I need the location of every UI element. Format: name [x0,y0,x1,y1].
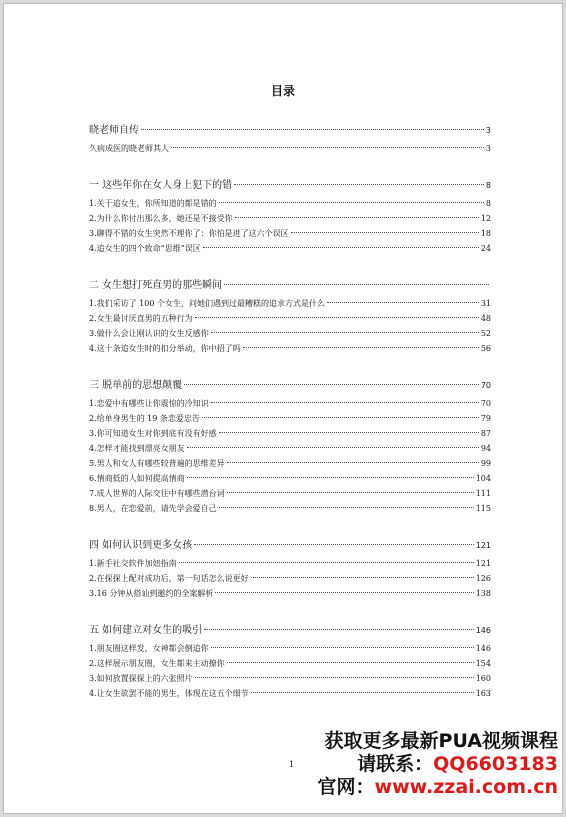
leader-dots [224,284,489,285]
toc-item-page: 94 [480,444,491,453]
toc-item [89,243,491,258]
leader-dots [291,232,479,233]
toc-section [89,376,491,518]
toc-item-label: 1.我们采访了 100 个女生，问她们遇到过最糟糕的追求方式是什么 [89,299,325,308]
toc-item-page: 56 [480,344,491,353]
toc-item [89,328,491,343]
section-heading-label: 二 女生想打死直男的那些瞬间 [89,280,223,291]
watermark [318,730,558,800]
section-heading-label: 晓老师自传 [89,125,139,136]
watermark-contact-value: QQ6603183 [433,753,558,776]
toc-item-label: 2.这样展示朋友圈，女生都来主动撩你 [89,659,225,668]
section-heading-page: 8 [485,181,491,190]
toc-item-label: 3.做什么会让刚认识的女生反感你 [89,329,209,338]
toc-item-page: 48 [480,314,491,323]
toc-item-label: 1.新手社交软件加妞指南 [89,559,177,568]
leader-dots [171,147,484,148]
toc-item-label: 3.16 分钟从搭讪到邀约的全案解析 [89,589,214,598]
section-heading [89,621,491,637]
toc-item-page: 79 [480,414,491,423]
leader-dots [187,477,474,478]
toc-item [89,643,491,658]
toc-item [89,473,491,488]
section-heading-page: 3 [485,126,491,135]
section-heading-label: 五 如何建立对女生的吸引 [89,625,203,636]
toc-item-label: 1.恋爱中有哪些让你震惊的冷知识 [89,399,209,408]
leader-dots [211,402,479,403]
leader-dots [184,384,479,385]
toc-item-label: 3.你可知道女生对你到底有没有好感 [89,429,217,438]
page-number: 1 [289,760,295,769]
toc-item-page: 87 [480,429,491,438]
toc-item [89,673,491,688]
toc-item [89,588,491,603]
toc-item [89,198,491,213]
section-heading [89,176,491,192]
toc-item-page: 154 [475,659,491,668]
watermark-site-label: 官网： [317,776,375,799]
toc-item-page: 12 [480,214,491,223]
toc-item-label: 2.在探探上配对成功后，第一句话怎么说更好 [89,574,249,583]
toc-item-page: 115 [475,504,491,513]
toc-item-label: 8.男人，在恋爱前，请先学会爱自己 [89,504,217,513]
toc-item-page: 163 [475,689,491,698]
leader-dots [195,677,474,678]
leader-dots [235,217,479,218]
toc-item-page: 8 [485,199,491,208]
leader-dots [211,332,479,333]
toc-item [89,213,491,228]
toc-item [89,573,491,588]
toc-item-label: 7.成人世界的人际交往中有哪些潜台词 [89,489,225,498]
toc-section [89,176,491,258]
toc-item-label: 2.给单身男生的 19 条恋爱忠告 [89,414,200,423]
toc-item-label: 久病成医的晓老师其人 [89,144,169,153]
section-heading-label: 三 脱单前的思想颠覆 [89,380,183,391]
section-heading-label: 四 如何认识到更多女孩 [89,540,193,551]
toc-item-page: 70 [480,399,491,408]
section-heading [89,276,491,292]
toc-item [89,558,491,573]
leader-dots [219,507,474,508]
watermark-contact-label: 请联系： [357,753,434,776]
toc-item-label: 3.聊得不错的女生突然不理你了：你怕是进了这六个误区 [89,229,289,238]
toc-item [89,503,491,518]
toc-title: 目录 [270,84,295,98]
toc-item-page: 18 [480,229,491,238]
toc-item [89,228,491,243]
toc-item-page: 31 [480,299,491,308]
toc-item [89,443,491,458]
leader-dots [251,692,474,693]
leader-dots [179,562,474,563]
leader-dots [141,129,484,130]
toc-section [89,621,491,703]
toc-item-page: 3 [485,144,491,153]
section-heading-page: 146 [475,626,491,635]
toc-item-page: 52 [480,329,491,338]
toc-item-label: 3.如何放置探探上的六张照片 [89,674,193,683]
section-heading-label: 一 这些年你在女人身上犯下的错 [89,180,233,191]
leader-dots [219,202,484,203]
toc-item [89,343,491,358]
toc-item [89,143,491,158]
toc-item [89,688,491,703]
section-heading-page: 121 [475,541,491,550]
toc-item-label: 2.为什么你付出那么多，她还是不接受你 [89,214,233,223]
toc-item [89,298,491,313]
toc-item-page: 99 [480,459,491,468]
leader-dots [194,544,474,545]
toc-item [89,398,491,413]
toc-item [89,313,491,328]
leader-dots [227,462,479,463]
leader-dots [251,577,474,578]
leader-dots [203,247,479,248]
toc-section [89,121,491,158]
toc-item [89,413,491,428]
toc-item [89,488,491,503]
toc-item-label: 4.让女生欲罢不能的男生，体现在这五个细节 [89,689,249,698]
table-of-contents [89,121,491,703]
leader-dots [243,347,479,348]
toc-item-page: 121 [475,559,491,568]
leader-dots [219,432,479,433]
toc-item-label: 5.男人和女人有哪些较普遍的思维差异 [89,459,225,468]
watermark-line-3 [318,776,558,799]
document-page [3,3,563,814]
toc-item-label: 6.情商低的人如何提高情商 [89,474,185,483]
toc-item-page: 160 [475,674,491,683]
toc-section [89,536,491,603]
watermark-site-value: www.zzai.com.cn [374,776,558,799]
toc-item [89,428,491,443]
leader-dots [227,662,474,663]
section-heading [89,121,491,137]
toc-section [89,276,491,358]
watermark-line-1: 获取更多最新PUA视频课程 [324,730,558,752]
section-heading [89,376,491,392]
toc-item [89,458,491,473]
toc-item-page: 138 [475,589,491,598]
section-heading [89,536,491,552]
leader-dots [211,647,474,648]
toc-item-label: 2.女生最讨厌直男的五种行为 [89,314,193,323]
toc-item-label: 4.怎样才能找到漂亮女朋友 [89,444,185,453]
leader-dots [195,317,479,318]
leader-dots [187,447,479,448]
section-heading-page: 70 [480,381,491,390]
toc-item-page: 126 [475,574,491,583]
toc-item-label: 4.追女生的四个致命“思维”误区 [89,244,201,253]
watermark-line-2 [318,753,558,776]
leader-dots [327,302,479,303]
toc-item-label: 1.关于追女生，你所知道的都是错的 [89,199,217,208]
leader-dots [202,417,479,418]
leader-dots [215,592,473,593]
toc-item-page: 111 [475,489,491,498]
leader-dots [234,184,484,185]
toc-item-page: 104 [475,474,491,483]
toc-item-page: 24 [480,244,491,253]
toc-item-label: 4.这十条追女生时的扣分举动，你中招了吗 [89,344,241,353]
leader-dots [227,492,474,493]
toc-item-page: 146 [475,644,491,653]
toc-item-label: 1.朋友圈这样发，女神都会倒追你 [89,644,209,653]
toc-item [89,658,491,673]
leader-dots [204,629,474,630]
